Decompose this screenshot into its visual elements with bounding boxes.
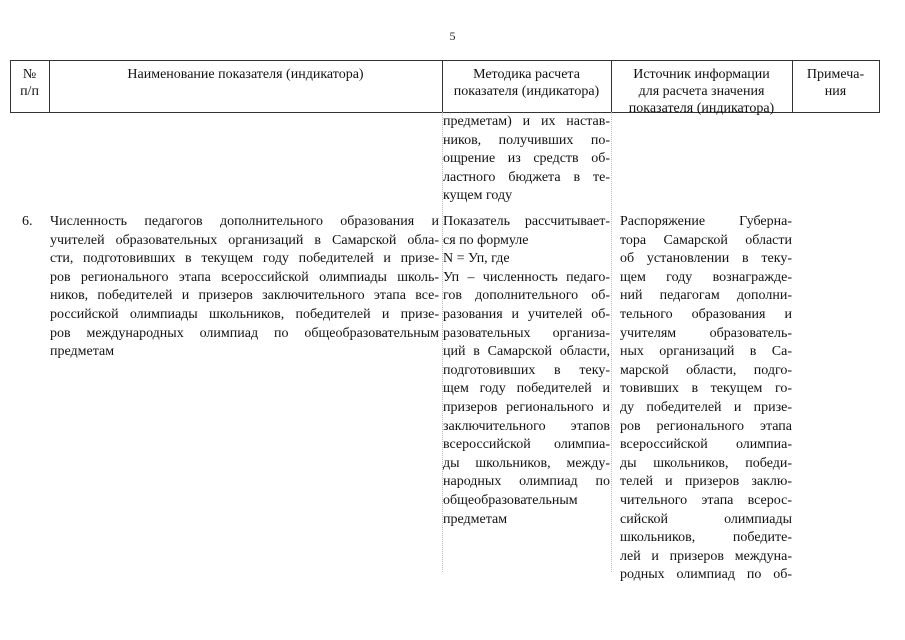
table-border-right bbox=[879, 60, 880, 112]
column-guide bbox=[611, 112, 612, 572]
header-method: Методика расчета показателя (индикатора) bbox=[453, 67, 600, 99]
header-number: № п/п bbox=[20, 67, 39, 99]
header-source: Источник информации для расчета значения показателя (индикатора) bbox=[628, 67, 775, 116]
calculation-method: Показатель рассчитывает- ся по формуле N = Уп, где Уп – численность педаго- гов дополнительного об- разования и учителей об- разовательных организа- ций в Самарской области, подготовивших в теку- щем году победителей и призеров регионального и заключительного этапов всероссийской олимпиа- ды школьников, между- народных олимпиад по общеобразовательным предметам bbox=[443, 214, 610, 527]
indicator-name: Численность педагогов дополнительного образования и учителей образовательных организаций в Самарской обла- сти, подготовивших в текущем году победителей и призе- ров регионального этапа всероссийской олимпиады школь- ников, победителей и призеров заключительного этапа все- российской олимпиады школьников, победителей и призе- ров международных олимпиад по общеобразовательным предметам bbox=[50, 214, 439, 360]
header-name: Наименование показателя (индикатора) bbox=[127, 67, 364, 82]
page-number: 5 bbox=[449, 29, 456, 43]
header-note: Примеча- ния bbox=[806, 67, 865, 99]
row-number: 6. bbox=[22, 214, 33, 229]
continuation-method: предметам) и их настав- ников, получивших по- ощрение из средств об- ластного бюджета в те- кущем году bbox=[443, 114, 610, 204]
information-source: Распоряжение Губерна- тора Самарской области об установлении в теку- щем году вознагражде- ний педагогам дополни- тельного образования и учителям образователь- ных организаций в Са- марской области, подго- товивших в текущем го- ду победителей и призе- ров регионального этапа всероссийской олимпиа- ды школьников, победи- телей и призеров заклю- чительного этапа всерос- сийской олимпиады школьников, победите- лей и призеров междуна- родных олимпиад по об- bbox=[620, 214, 792, 583]
